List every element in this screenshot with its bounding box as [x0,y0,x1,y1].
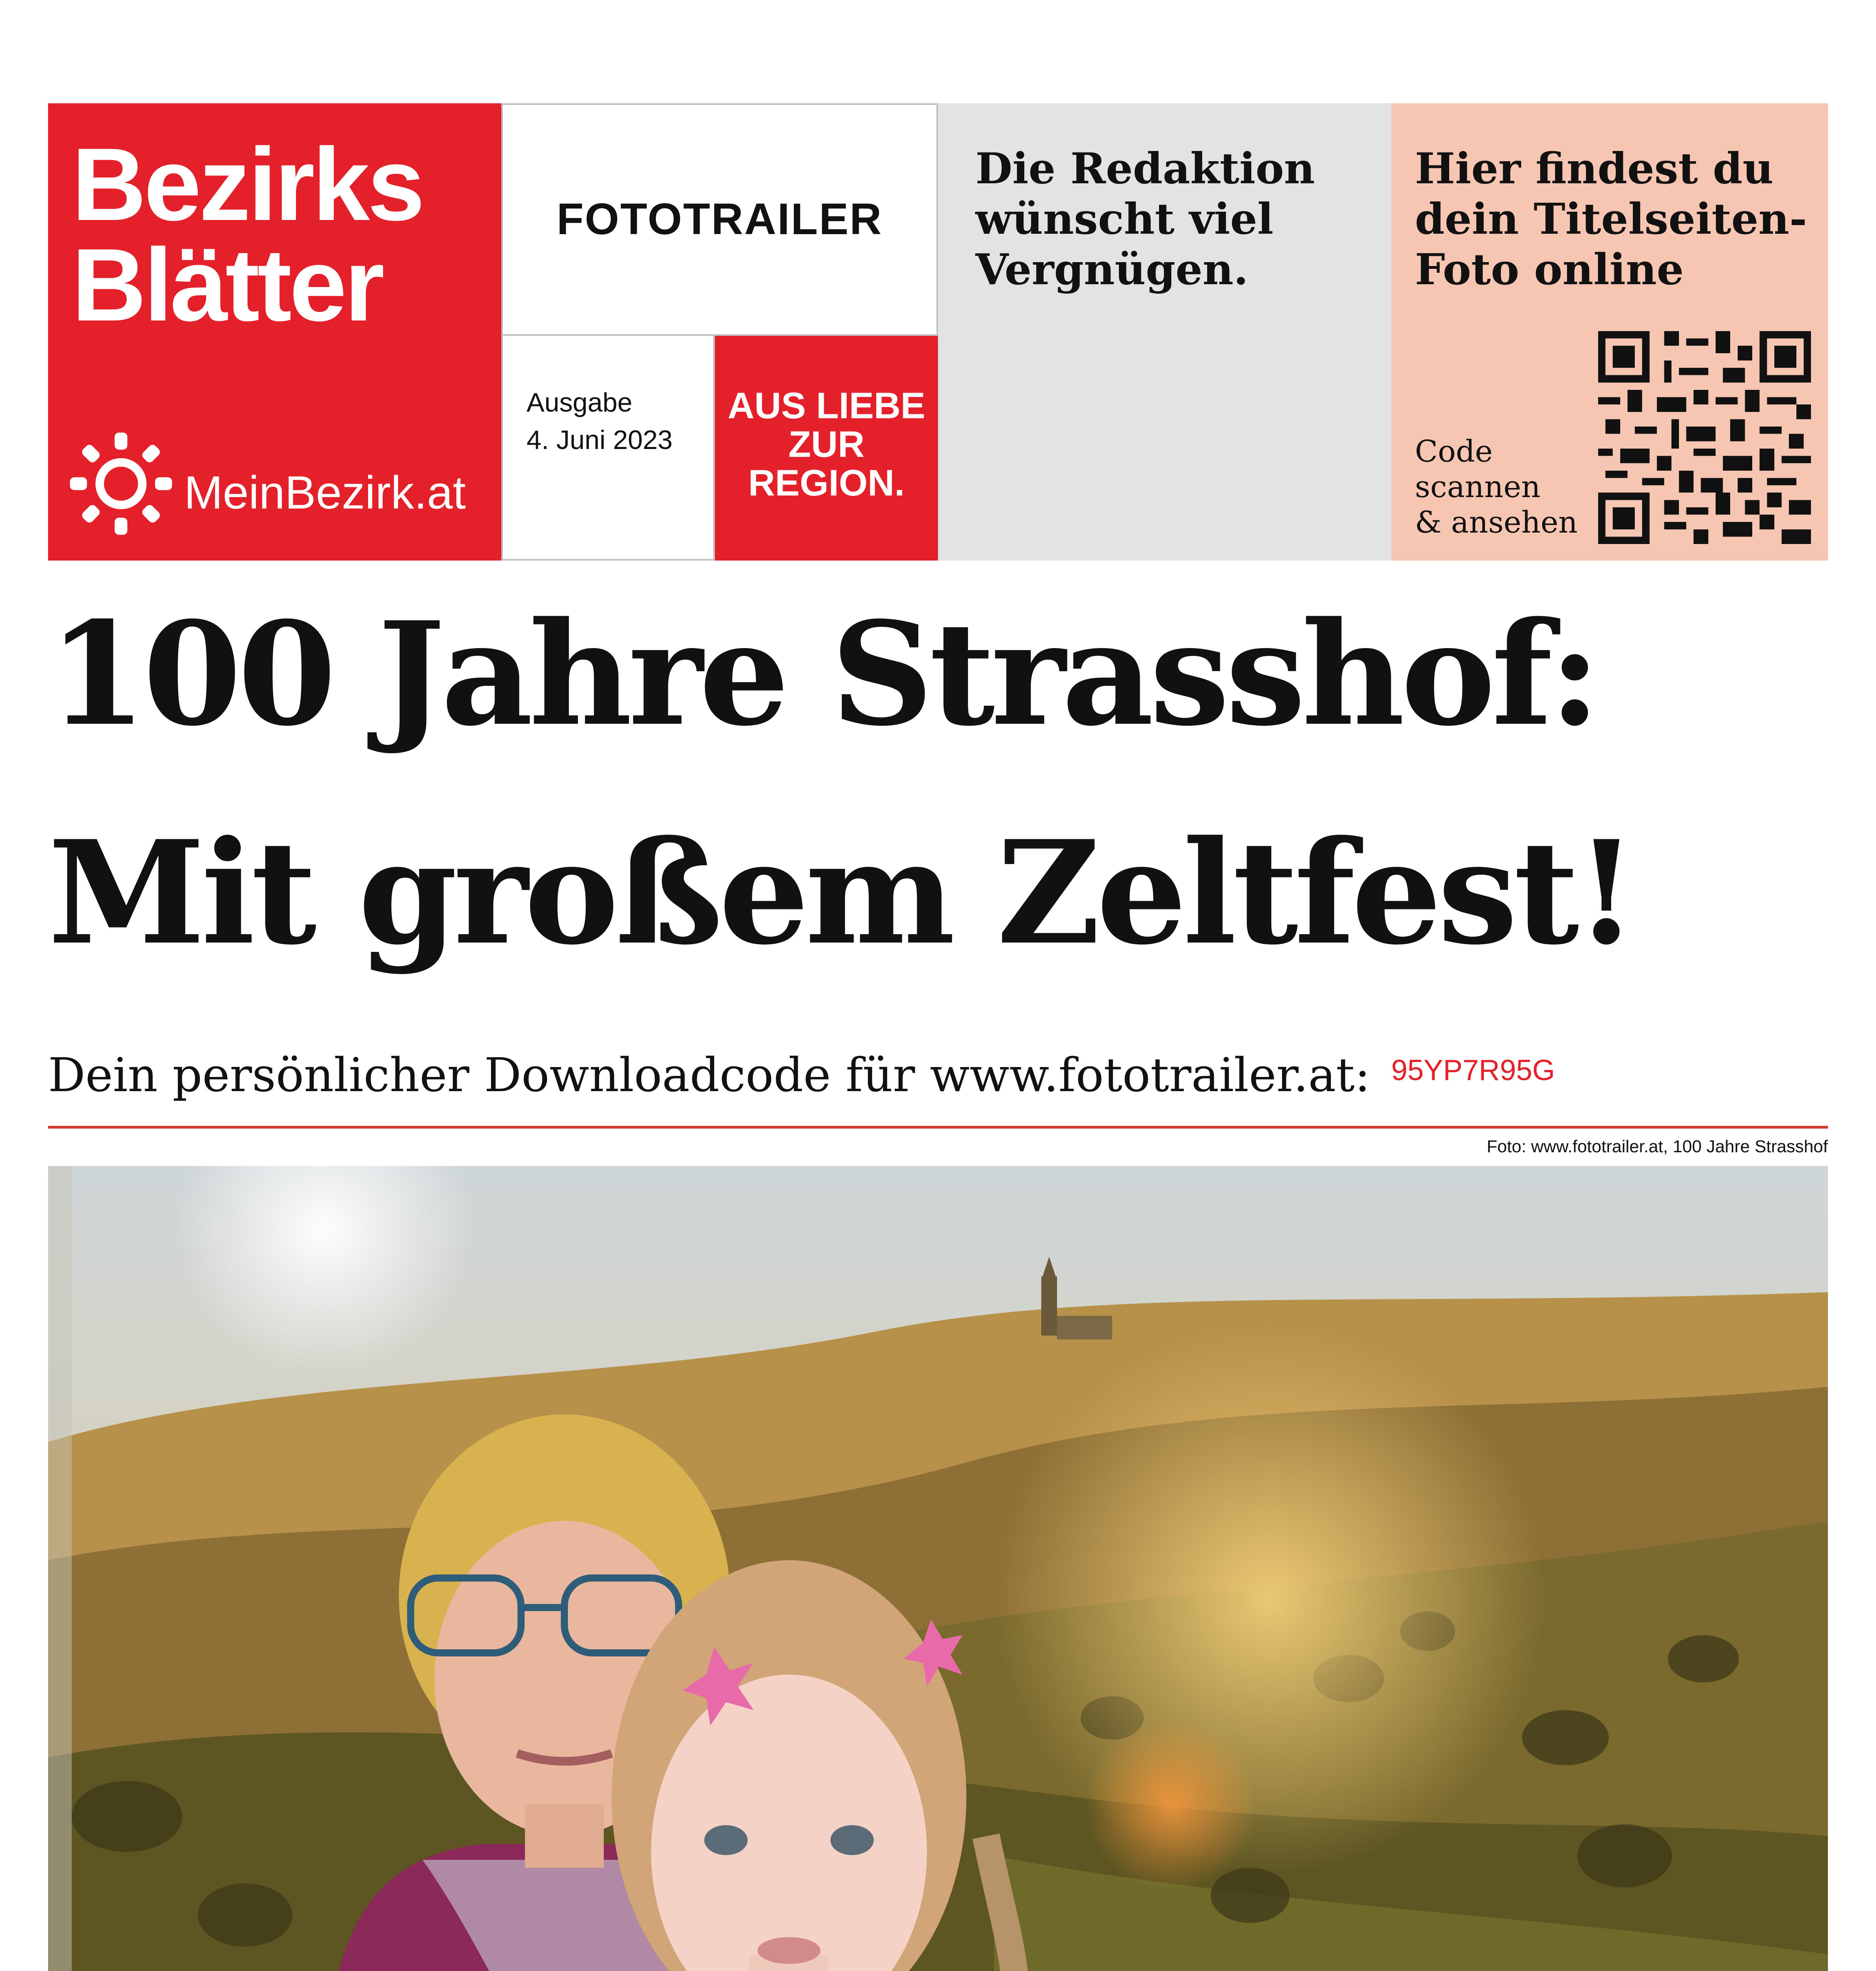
section-box [501,103,938,336]
slogan-line-2: ZUR [788,423,865,465]
editorial-line-3: Vergnügen. [975,245,1249,294]
cover-photo [48,1166,1828,1971]
slogan-line-1: AUS LIEBE [728,385,925,426]
issue-box [501,336,715,561]
editorial-line-2: wünscht viel [975,194,1274,244]
online-line-3: Foto online [1415,245,1684,294]
scan-line-3: & ansehen [1415,505,1578,540]
online-line-2: dein Titelseiten- [1415,194,1807,244]
divider [48,1126,1828,1129]
section-label: FOTOTRAILER [556,194,883,244]
qr-code-icon[interactable] [1598,331,1811,544]
scan-line-2: scannen [1415,469,1541,504]
download-code: 95YP7R95G [1391,1054,1555,1086]
slogan-line-3: REGION. [748,462,905,503]
cover-photo-image [48,1166,1828,1971]
issue-date: 4. Juni 2023 [527,425,673,455]
download-text: Dein persönlicher Downloadcode für www.fototrailer.at: [48,1048,1370,1102]
slogan-box [715,336,938,561]
headline-line-1: 100 Jahre Strasshof: [48,591,1597,757]
online-photo-box [1391,103,1828,561]
photo-credit: Foto: www.fototrailer.at, 100 Jahre Strasshof [1487,1137,1828,1156]
bezirksblaetter-logo[interactable] [48,103,501,561]
editorial-box [938,103,1391,561]
online-line-1: Hier findest du [1415,144,1774,194]
site-name: MeinBezirk.at [184,467,466,519]
sun-icon [68,430,174,537]
editorial-line-1: Die Redaktion [975,144,1315,194]
logo-line-2: Blätter [72,227,382,343]
scan-line-1: Code [1415,434,1493,469]
logo-line-1: Bezirks [72,127,423,242]
headline-line-2: Mit großem Zeltfest! [48,809,1634,976]
issue-label: Ausgabe [527,387,633,417]
